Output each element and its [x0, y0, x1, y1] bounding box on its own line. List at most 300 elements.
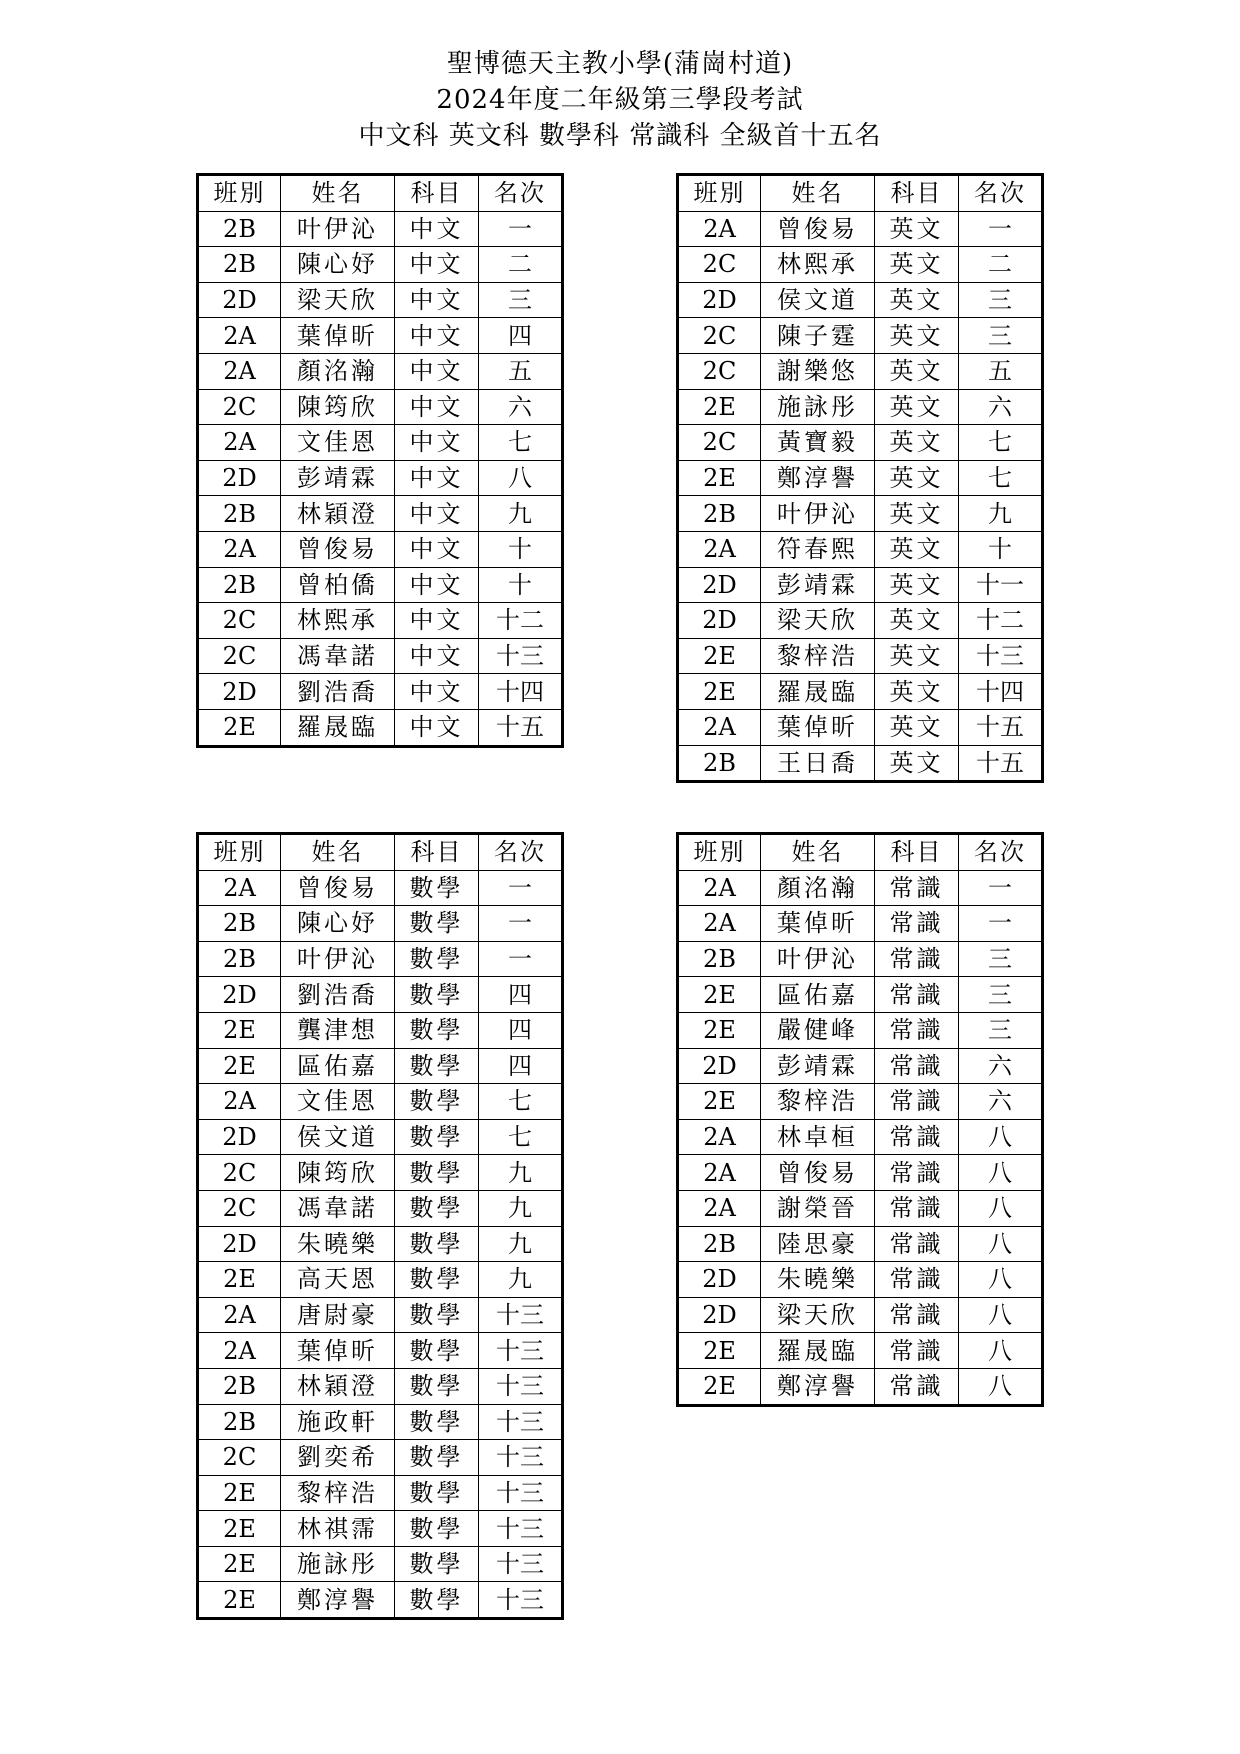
- column-header-subject: 科目: [875, 175, 959, 212]
- cell-class: 2A: [198, 1084, 281, 1120]
- cell-name: 林穎澄: [281, 1368, 395, 1404]
- cell-subject: 中文: [395, 567, 479, 603]
- cell-rank: 十五: [959, 709, 1043, 745]
- cell-subject: 常識: [875, 977, 959, 1013]
- cell-name: 龔津想: [281, 1012, 395, 1048]
- cell-class: 2A: [678, 1119, 761, 1155]
- table-row: [678, 389, 1043, 425]
- table-row: [678, 247, 1043, 283]
- cell-rank: 七: [479, 425, 563, 461]
- cell-class: 2A: [678, 709, 761, 745]
- cell-class: 2C: [198, 603, 281, 639]
- cell-name: 林卓桓: [761, 1119, 875, 1155]
- header-row: [678, 834, 1043, 871]
- column-header-name: 姓名: [281, 175, 395, 212]
- table-row: [678, 1084, 1043, 1120]
- cell-rank: 十三: [479, 1333, 563, 1369]
- cell-class: 2D: [198, 282, 281, 318]
- cell-subject: 常識: [875, 1190, 959, 1226]
- cell-rank: 一: [479, 906, 563, 942]
- cell-subject: 數學: [395, 1546, 479, 1582]
- chinese-ranking-table: [196, 173, 564, 748]
- cell-subject: 數學: [395, 906, 479, 942]
- cell-rank: 九: [479, 1190, 563, 1226]
- cell-name: 葉倬昕: [281, 318, 395, 354]
- column-header-rank: 名次: [959, 834, 1043, 871]
- table-row: [678, 638, 1043, 674]
- table-row: [678, 674, 1043, 710]
- cell-name: 謝榮晉: [761, 1190, 875, 1226]
- cell-subject: 英文: [875, 211, 959, 247]
- cell-class: 2E: [678, 674, 761, 710]
- column-header-rank: 名次: [479, 175, 563, 212]
- cell-subject: 中文: [395, 247, 479, 283]
- cell-class: 2C: [678, 247, 761, 283]
- cell-class: 2D: [678, 603, 761, 639]
- cell-rank: 十四: [959, 674, 1043, 710]
- cell-name: 文佳恩: [281, 425, 395, 461]
- cell-rank: 十一: [959, 567, 1043, 603]
- column-header-class: 班別: [678, 175, 761, 212]
- table-row: [198, 282, 563, 318]
- table-row: [678, 211, 1043, 247]
- cell-subject: 英文: [875, 709, 959, 745]
- exam-title: 2024年度二年級第三學段考試: [436, 85, 804, 115]
- cell-subject: 中文: [395, 531, 479, 567]
- cell-name: 彭靖霖: [761, 567, 875, 603]
- cell-subject: 數學: [395, 1297, 479, 1333]
- cell-rank: 八: [959, 1155, 1043, 1191]
- cell-class: 2E: [198, 1048, 281, 1084]
- cell-name: 彭靖霖: [761, 1048, 875, 1084]
- cell-subject: 中文: [395, 603, 479, 639]
- cell-class: 2C: [198, 638, 281, 674]
- table-row: [198, 1475, 563, 1511]
- cell-name: 叶伊沁: [761, 496, 875, 532]
- cell-name: 黎梓浩: [281, 1475, 395, 1511]
- cell-subject: 英文: [875, 247, 959, 283]
- cell-subject: 數學: [395, 1511, 479, 1547]
- table-row: [678, 318, 1043, 354]
- cell-rank: 十三: [479, 1511, 563, 1547]
- cell-rank: 六: [959, 1084, 1043, 1120]
- cell-class: 2C: [678, 425, 761, 461]
- cell-name: 陳心妤: [281, 247, 395, 283]
- table-row: [678, 1262, 1043, 1298]
- cell-subject: 常識: [875, 906, 959, 942]
- cell-subject: 中文: [395, 460, 479, 496]
- cell-subject: 英文: [875, 353, 959, 389]
- table-row: [198, 1119, 563, 1155]
- header-row: [198, 175, 563, 212]
- cell-class: 2D: [678, 1262, 761, 1298]
- cell-rank: 十二: [959, 603, 1043, 639]
- cell-name: 朱曉樂: [761, 1262, 875, 1298]
- table-row: [198, 977, 563, 1013]
- cell-rank: 九: [479, 496, 563, 532]
- column-header-rank: 名次: [479, 834, 563, 871]
- cell-rank: 四: [479, 977, 563, 1013]
- document-subtitle: 中文科 英文科 數學科 常識科 全級首十五名: [358, 121, 882, 151]
- cell-rank: 九: [479, 1155, 563, 1191]
- cell-subject: 中文: [395, 496, 479, 532]
- cell-class: 2A: [198, 531, 281, 567]
- table-row: [678, 531, 1043, 567]
- cell-subject: 英文: [875, 567, 959, 603]
- cell-name: 曾俊易: [281, 531, 395, 567]
- cell-subject: 數學: [395, 1084, 479, 1120]
- cell-name: 黎梓浩: [761, 638, 875, 674]
- cell-class: 2C: [678, 353, 761, 389]
- cell-name: 侯文道: [281, 1119, 395, 1155]
- cell-rank: 八: [959, 1262, 1043, 1298]
- cell-name: 侯文道: [761, 282, 875, 318]
- table-row: [198, 1084, 563, 1120]
- cell-name: 朱曉樂: [281, 1226, 395, 1262]
- table-row: [198, 1511, 563, 1547]
- cell-rank: 八: [959, 1190, 1043, 1226]
- table-row: [198, 567, 563, 603]
- table-row: [198, 1226, 563, 1262]
- cell-subject: 數學: [395, 1262, 479, 1298]
- cell-name: 彭靖霖: [281, 460, 395, 496]
- cell-rank: 一: [479, 941, 563, 977]
- header-row: [678, 175, 1043, 212]
- english-ranking-table: [676, 173, 1044, 783]
- cell-name: 施詠彤: [281, 1546, 395, 1582]
- cell-class: 2E: [198, 1546, 281, 1582]
- cell-class: 2E: [198, 1012, 281, 1048]
- cell-class: 2E: [198, 1582, 281, 1619]
- cell-class: 2D: [678, 1048, 761, 1084]
- cell-name: 梁天欣: [761, 1297, 875, 1333]
- cell-name: 曾柏僑: [281, 567, 395, 603]
- table-row: [678, 1333, 1043, 1369]
- cell-name: 陳筠欣: [281, 1155, 395, 1191]
- cell-class: 2D: [198, 977, 281, 1013]
- cell-name: 高天恩: [281, 1262, 395, 1298]
- cell-name: 嚴健峰: [761, 1012, 875, 1048]
- table-row: [678, 425, 1043, 461]
- cell-rank: 三: [959, 1012, 1043, 1048]
- table-row: [198, 247, 563, 283]
- column-header-name: 姓名: [761, 175, 875, 212]
- cell-name: 林穎澄: [281, 496, 395, 532]
- cell-subject: 常識: [875, 1084, 959, 1120]
- cell-subject: 英文: [875, 638, 959, 674]
- cell-class: 2B: [678, 745, 761, 782]
- cell-name: 叶伊沁: [281, 211, 395, 247]
- cell-subject: 英文: [875, 318, 959, 354]
- column-header-class: 班別: [198, 834, 281, 871]
- cell-rank: 二: [959, 247, 1043, 283]
- column-header-name: 姓名: [281, 834, 395, 871]
- table-row: [678, 567, 1043, 603]
- cell-rank: 十三: [479, 638, 563, 674]
- table-row: [678, 870, 1043, 906]
- cell-rank: 九: [959, 496, 1043, 532]
- cell-subject: 中文: [395, 709, 479, 746]
- cell-class: 2B: [198, 496, 281, 532]
- cell-name: 曾俊易: [761, 1155, 875, 1191]
- cell-name: 羅晟臨: [281, 709, 395, 746]
- cell-class: 2A: [198, 318, 281, 354]
- cell-subject: 英文: [875, 425, 959, 461]
- cell-rank: 九: [479, 1262, 563, 1298]
- table-row: [198, 674, 563, 710]
- table-row: [198, 709, 563, 746]
- cell-name: 林熙承: [281, 603, 395, 639]
- cell-name: 陳心妤: [281, 906, 395, 942]
- cell-subject: 常識: [875, 1155, 959, 1191]
- cell-class: 2C: [198, 389, 281, 425]
- cell-name: 馮韋諾: [281, 638, 395, 674]
- cell-class: 2A: [198, 425, 281, 461]
- cell-name: 文佳恩: [281, 1084, 395, 1120]
- cell-rank: 十: [479, 567, 563, 603]
- cell-subject: 常識: [875, 1297, 959, 1333]
- cell-subject: 數學: [395, 1475, 479, 1511]
- table-row: [678, 1048, 1043, 1084]
- cell-class: 2C: [198, 1440, 281, 1476]
- cell-subject: 常識: [875, 1226, 959, 1262]
- cell-rank: 十三: [479, 1582, 563, 1619]
- cell-name: 葉倬昕: [761, 709, 875, 745]
- table-row: [198, 1582, 563, 1619]
- cell-subject: 數學: [395, 1048, 479, 1084]
- cell-subject: 常識: [875, 1262, 959, 1298]
- cell-name: 顏洺瀚: [281, 353, 395, 389]
- cell-subject: 英文: [875, 460, 959, 496]
- math-ranking-table: [196, 832, 564, 1620]
- cell-name: 馮韋諾: [281, 1190, 395, 1226]
- header-row: [198, 834, 563, 871]
- cell-class: 2A: [198, 353, 281, 389]
- cell-class: 2A: [678, 906, 761, 942]
- cell-name: 劉浩喬: [281, 977, 395, 1013]
- cell-subject: 中文: [395, 674, 479, 710]
- column-header-class: 班別: [198, 175, 281, 212]
- cell-name: 謝樂悠: [761, 353, 875, 389]
- cell-name: 梁天欣: [761, 603, 875, 639]
- cell-rank: 八: [959, 1368, 1043, 1405]
- cell-subject: 數學: [395, 1226, 479, 1262]
- table-row: [198, 1155, 563, 1191]
- document-header: [0, 46, 1240, 154]
- cell-rank: 二: [479, 247, 563, 283]
- table-row: [198, 460, 563, 496]
- cell-class: 2E: [678, 389, 761, 425]
- cell-name: 陳筠欣: [281, 389, 395, 425]
- cell-class: 2A: [198, 1297, 281, 1333]
- table-row: [198, 1546, 563, 1582]
- cell-subject: 數學: [395, 977, 479, 1013]
- cell-name: 葉倬昕: [761, 906, 875, 942]
- table-row: [198, 1368, 563, 1404]
- cell-subject: 數學: [395, 1368, 479, 1404]
- cell-class: 2E: [198, 709, 281, 746]
- cell-class: 2D: [678, 1297, 761, 1333]
- table-row: [678, 603, 1043, 639]
- cell-name: 羅晟臨: [761, 674, 875, 710]
- cell-rank: 十三: [479, 1404, 563, 1440]
- column-header-subject: 科目: [395, 834, 479, 871]
- cell-rank: 一: [959, 211, 1043, 247]
- cell-name: 曾俊易: [281, 870, 395, 906]
- cell-rank: 十三: [479, 1475, 563, 1511]
- table-row: [198, 531, 563, 567]
- cell-class: 2B: [678, 496, 761, 532]
- table-row: [678, 1190, 1043, 1226]
- cell-rank: 四: [479, 1048, 563, 1084]
- cell-subject: 中文: [395, 389, 479, 425]
- cell-rank: 六: [959, 389, 1043, 425]
- cell-subject: 中文: [395, 282, 479, 318]
- cell-rank: 一: [479, 211, 563, 247]
- table-row: [198, 1297, 563, 1333]
- cell-class: 2E: [678, 1333, 761, 1369]
- cell-name: 叶伊沁: [761, 941, 875, 977]
- cell-name: 劉浩喬: [281, 674, 395, 710]
- cell-rank: 十: [479, 531, 563, 567]
- cell-subject: 中文: [395, 425, 479, 461]
- cell-class: 2E: [678, 1368, 761, 1405]
- cell-class: 2A: [198, 1333, 281, 1369]
- cell-rank: 四: [479, 1012, 563, 1048]
- cell-class: 2E: [678, 977, 761, 1013]
- cell-name: 符春熙: [761, 531, 875, 567]
- column-header-name: 姓名: [761, 834, 875, 871]
- cell-rank: 三: [959, 941, 1043, 977]
- cell-rank: 一: [959, 870, 1043, 906]
- cell-subject: 常識: [875, 941, 959, 977]
- cell-class: 2D: [198, 1226, 281, 1262]
- cell-subject: 數學: [395, 941, 479, 977]
- table-row: [198, 318, 563, 354]
- table-row: [678, 1155, 1043, 1191]
- table-row: [198, 638, 563, 674]
- cell-name: 唐尉豪: [281, 1297, 395, 1333]
- cell-rank: 六: [959, 1048, 1043, 1084]
- table-row: [678, 460, 1043, 496]
- cell-subject: 常識: [875, 1012, 959, 1048]
- table-row: [678, 709, 1043, 745]
- cell-subject: 英文: [875, 745, 959, 782]
- table-row: [678, 1226, 1043, 1262]
- table-row: [678, 745, 1043, 782]
- table-row: [198, 211, 563, 247]
- cell-subject: 數學: [395, 1012, 479, 1048]
- cell-subject: 英文: [875, 674, 959, 710]
- cell-class: 2E: [678, 1084, 761, 1120]
- cell-rank: 十四: [479, 674, 563, 710]
- cell-class: 2E: [198, 1511, 281, 1547]
- table-row: [198, 389, 563, 425]
- table-row: [198, 496, 563, 532]
- cell-class: 2D: [198, 1119, 281, 1155]
- cell-name: 黎梓浩: [761, 1084, 875, 1120]
- cell-subject: 英文: [875, 282, 959, 318]
- cell-subject: 數學: [395, 1440, 479, 1476]
- column-header-subject: 科目: [875, 834, 959, 871]
- cell-subject: 數學: [395, 870, 479, 906]
- cell-class: 2B: [198, 247, 281, 283]
- cell-rank: 四: [479, 318, 563, 354]
- cell-subject: 常識: [875, 870, 959, 906]
- cell-class: 2E: [678, 1012, 761, 1048]
- cell-name: 區佑嘉: [761, 977, 875, 1013]
- table-row: [678, 977, 1043, 1013]
- cell-name: 林熙承: [761, 247, 875, 283]
- column-header-class: 班別: [678, 834, 761, 871]
- cell-name: 鄭淳譽: [761, 460, 875, 496]
- cell-rank: 十三: [479, 1297, 563, 1333]
- cell-class: 2E: [678, 638, 761, 674]
- cell-name: 曾俊易: [761, 211, 875, 247]
- cell-name: 鄭淳譽: [281, 1582, 395, 1619]
- cell-rank: 五: [479, 353, 563, 389]
- cell-rank: 八: [959, 1226, 1043, 1262]
- cell-class: 2A: [678, 1190, 761, 1226]
- cell-class: 2C: [198, 1190, 281, 1226]
- cell-rank: 十: [959, 531, 1043, 567]
- cell-rank: 一: [479, 870, 563, 906]
- cell-subject: 中文: [395, 353, 479, 389]
- table-row: [198, 1404, 563, 1440]
- cell-class: 2A: [198, 870, 281, 906]
- cell-subject: 常識: [875, 1333, 959, 1369]
- cell-class: 2A: [678, 531, 761, 567]
- cell-rank: 九: [479, 1226, 563, 1262]
- cell-subject: 數學: [395, 1155, 479, 1191]
- cell-rank: 七: [479, 1084, 563, 1120]
- cell-subject: 英文: [875, 496, 959, 532]
- table-row: [198, 603, 563, 639]
- cell-rank: 十五: [959, 745, 1043, 782]
- table-row: [198, 353, 563, 389]
- cell-rank: 一: [959, 906, 1043, 942]
- cell-rank: 十五: [479, 709, 563, 746]
- cell-class: 2B: [198, 1368, 281, 1404]
- cell-class: 2B: [198, 1404, 281, 1440]
- table-row: [678, 906, 1043, 942]
- cell-name: 區佑嘉: [281, 1048, 395, 1084]
- cell-rank: 八: [479, 460, 563, 496]
- cell-name: 顏洺瀚: [761, 870, 875, 906]
- table-row: [198, 870, 563, 906]
- column-header-rank: 名次: [959, 175, 1043, 212]
- cell-name: 黃寶毅: [761, 425, 875, 461]
- cell-subject: 常識: [875, 1119, 959, 1155]
- cell-name: 梁天欣: [281, 282, 395, 318]
- cell-name: 劉奕希: [281, 1440, 395, 1476]
- table-row: [198, 1333, 563, 1369]
- table-row: [678, 1368, 1043, 1405]
- cell-subject: 數學: [395, 1404, 479, 1440]
- table-row: [678, 353, 1043, 389]
- table-row: [198, 941, 563, 977]
- cell-rank: 三: [959, 282, 1043, 318]
- cell-rank: 十三: [959, 638, 1043, 674]
- general-studies-ranking-table: [676, 832, 1044, 1407]
- cell-rank: 十二: [479, 603, 563, 639]
- cell-class: 2D: [198, 674, 281, 710]
- cell-subject: 中文: [395, 638, 479, 674]
- cell-name: 王日喬: [761, 745, 875, 782]
- cell-name: 陸思豪: [761, 1226, 875, 1262]
- cell-class: 2E: [198, 1262, 281, 1298]
- cell-rank: 六: [479, 389, 563, 425]
